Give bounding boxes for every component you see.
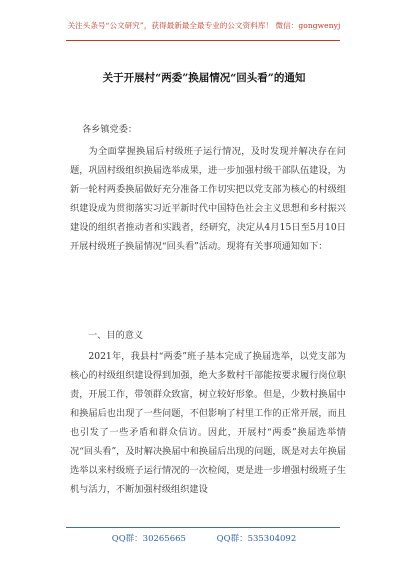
section-heading-purpose: 一、目的意义 [88, 330, 144, 341]
footer-qq-group-2: QQ群：535304092 [216, 534, 297, 544]
footer-qq-group-1: QQ群：30265665 [111, 534, 186, 544]
salutation: 各乡镇党委： [82, 124, 138, 135]
document-title: 关于开展村“两委”换届情况“回头看”的通知 [102, 72, 306, 84]
paragraph-purpose: 2021年，我县村“两委”班子基本完成了换届选举，以党支部为核心的村级组织建设得到加强，绝大多数村干部能按要求履行岗位职责，开展工作，带领群众致富，树立较好形象。但是，少数村换届中和换届后也出现了一些问题，不但影响了村里工作的正常开展，而且也引发了一些矛盾和群众信访。因此，开展村“两委”换届选举情况“回头看”，及时解决换届中和换届后出现的问题，既是对去年换届选举以来村级班子运行情况的一次检阅，更是进一步增强村级班子生机与活力，不断加强村级组织建设 [70, 351, 346, 495]
header-divider [66, 40, 340, 41]
paragraph-intro: 为全面掌握换届后村级班子运行情况，及时发现并解决存在问题，巩固村级组织换届选举成果，进一步加强村级干部队伍建设，为新一轮村两委换届做好充分准备工作切实把以党支部为核心的村级组织建设成为贯彻落实习近平新时代中国特色社会主义思想和乡村振兴建设的组织者推动者和实践者，经研究，决定从4月15日至5月10日开展村级班子换届情况“回头看”活动。现将有关事项通知如下： [70, 146, 346, 252]
footer-divider [66, 527, 340, 528]
footer [0, 532, 408, 544]
header-notice: 关注头条号“公文研究”，获得最新最全最专业的公文资料库！ 微信：gongwenyj [67, 21, 341, 30]
